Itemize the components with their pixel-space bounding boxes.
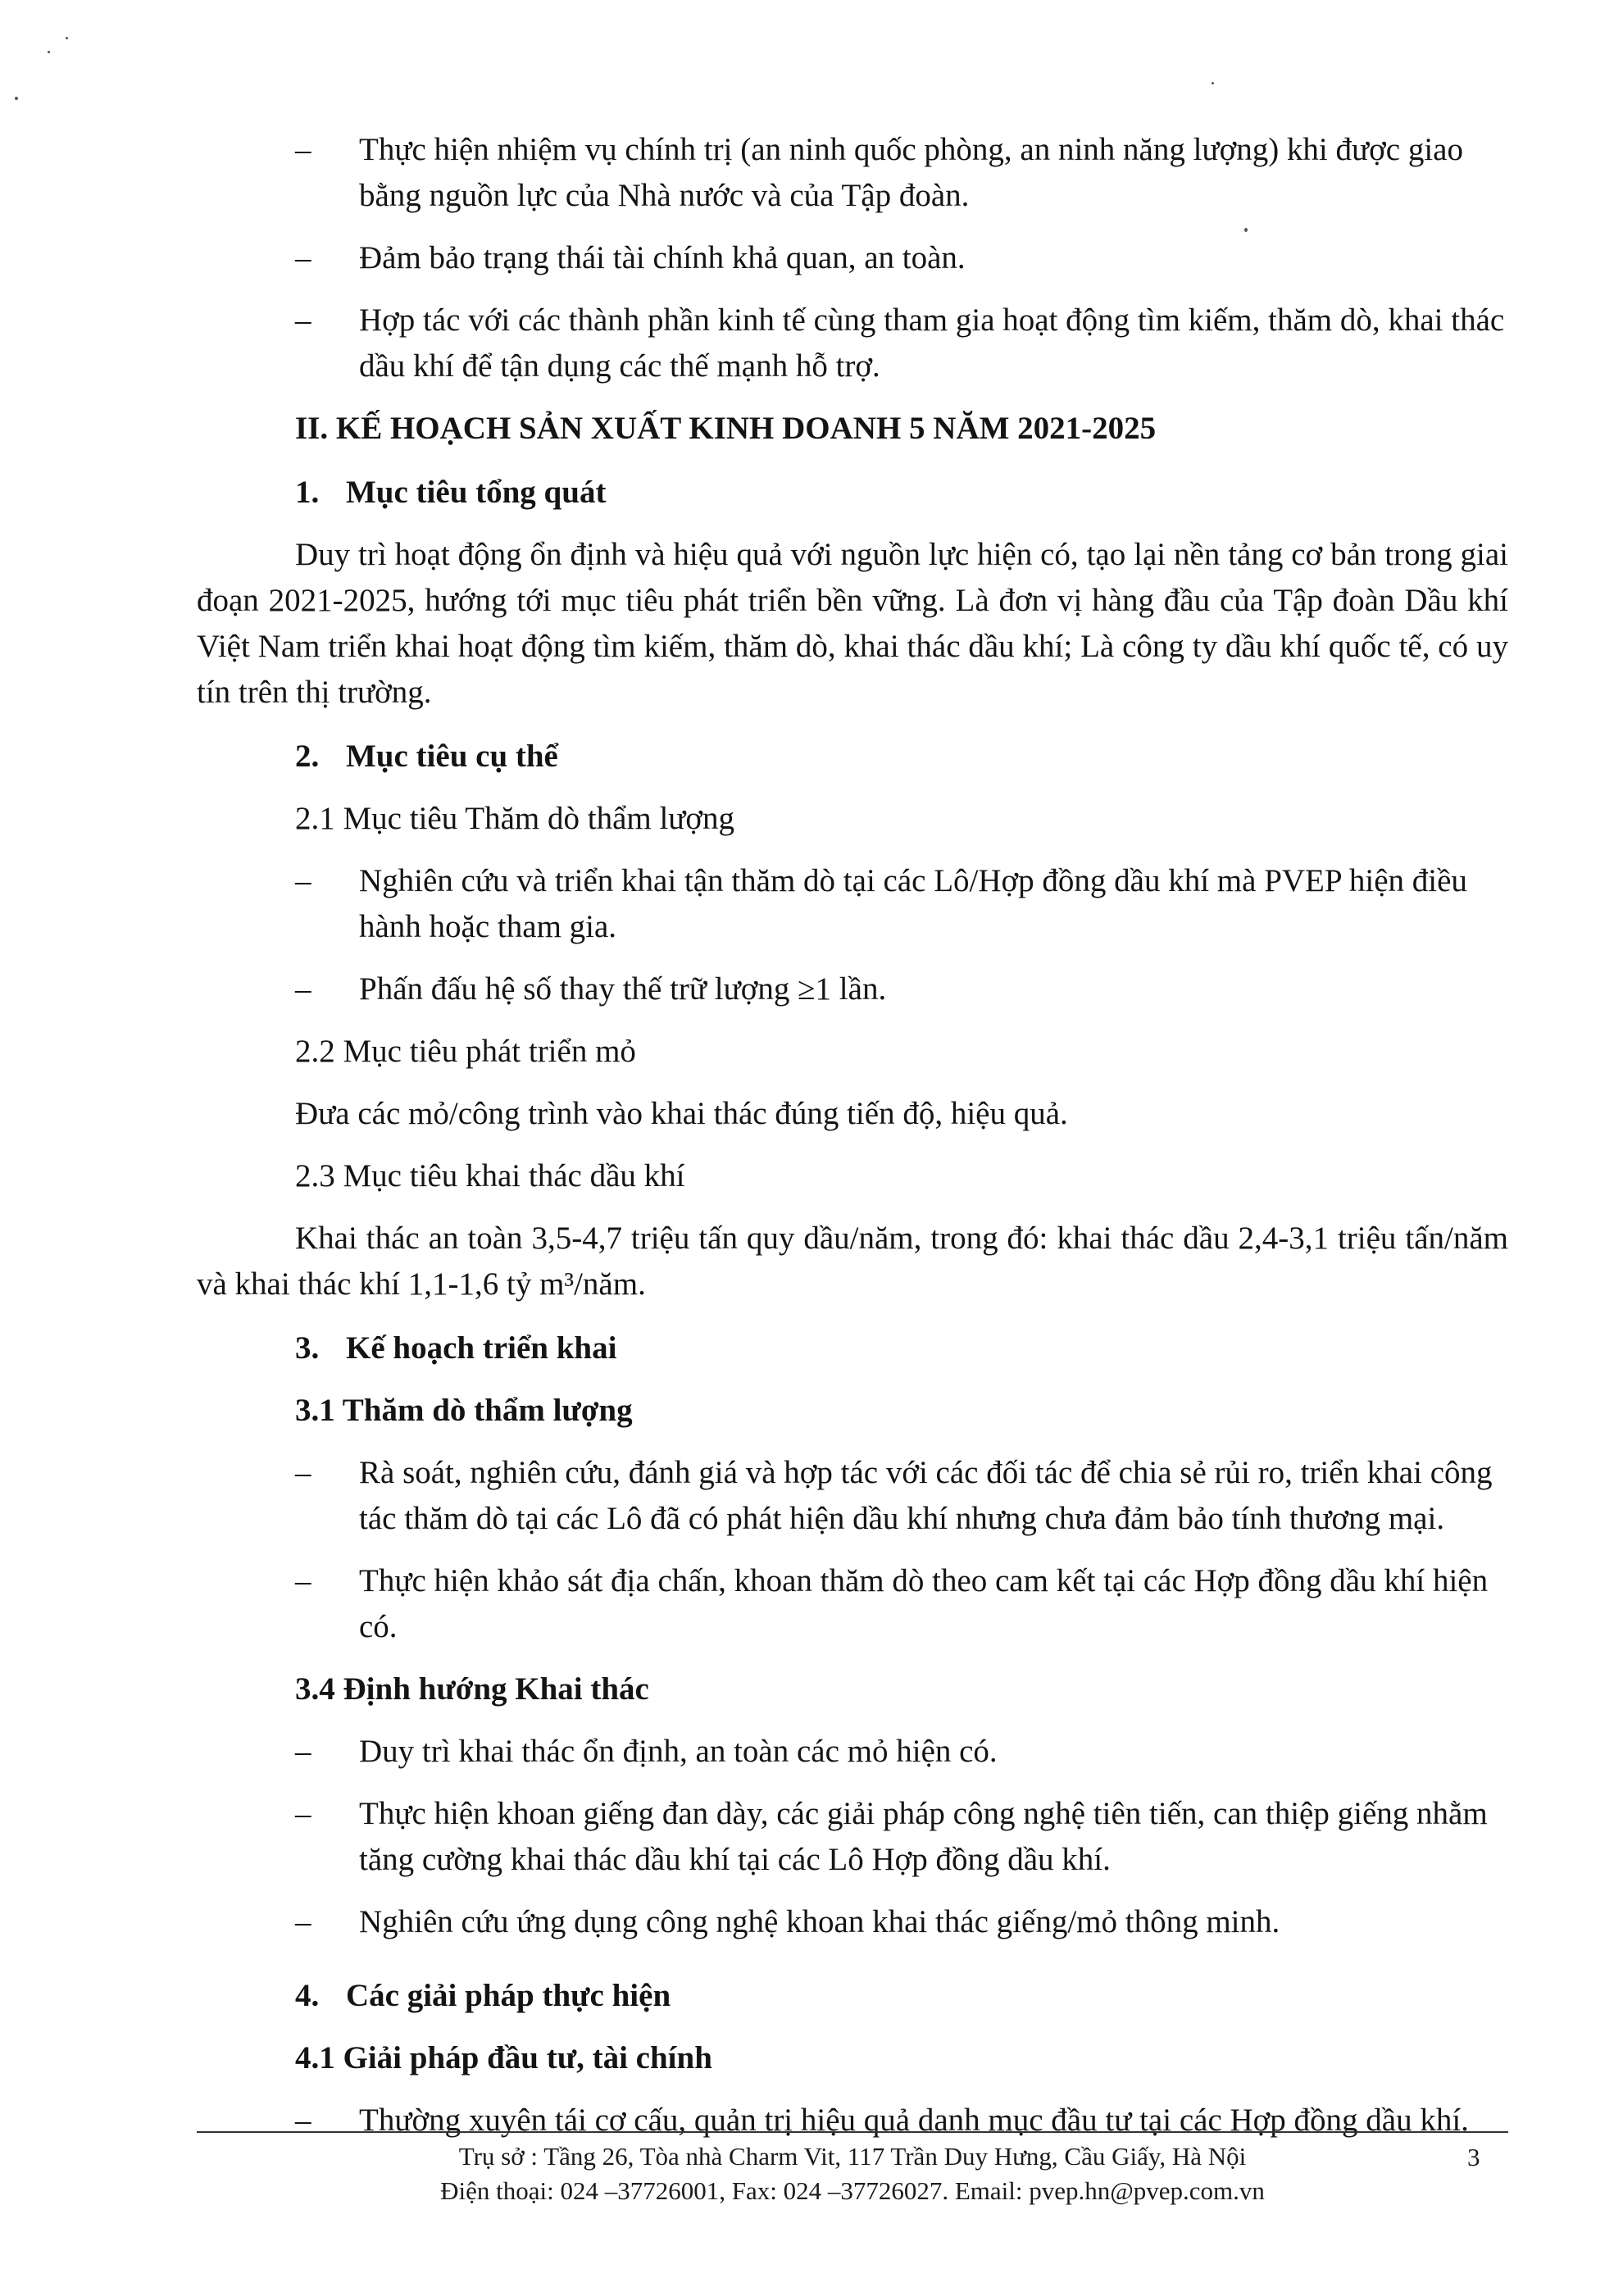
bullet-text: Thực hiện nhiệm vụ chính trị (an ninh quốc phòng, an ninh năng lượng) khi được giao bằng nguồn lực của Nhà nước và của Tập đoàn. — [359, 132, 1463, 213]
document-body — [197, 127, 1508, 2160]
bullet-text: Thường xuyên tái cơ cấu, quản trị hiệu quả danh mục đầu tư tại các Hợp đồng dầu khí. — [359, 2103, 1469, 2138]
subsection-heading — [295, 1666, 1508, 1712]
section-heading — [295, 406, 1508, 452]
bullet-item — [295, 1729, 1508, 1775]
heading-text: Kế hoạch triển khai — [346, 1330, 617, 1366]
bullet-item — [295, 2098, 1508, 2144]
scan-speck — [48, 51, 50, 53]
dash-marker: – — [295, 1796, 311, 1831]
scan-speck — [66, 37, 68, 39]
dash-marker: – — [295, 1904, 311, 1939]
heading-number: 1. — [295, 475, 320, 510]
subsection-heading — [295, 1388, 1508, 1434]
bullet-text: Hợp tác với các thành phần kinh tế cùng tham gia hoạt động tìm kiếm, thăm dò, khai thác dầu khí để tận dụng các thế mạnh hỗ trợ. — [359, 302, 1505, 384]
text-line: Đưa các mỏ/công trình vào khai thác đúng tiến độ, hiệu quả. — [295, 1096, 1068, 1131]
bullet-text: Phấn đấu hệ số thay thế trữ lượng ≥1 lần. — [359, 971, 887, 1007]
bullet-item — [295, 1899, 1508, 1945]
bullet-item — [295, 298, 1508, 389]
heading-number: 2. — [295, 739, 320, 774]
subsection-heading — [295, 2035, 1508, 2081]
page-footer — [197, 2139, 1508, 2208]
subsection-heading — [295, 1325, 1508, 1371]
scan-speck — [1212, 82, 1214, 84]
paragraph: Duy trì hoạt động ổn định và hiệu quả với nguồn lực hiện có, tạo lại nền tảng cơ bản trong giai đoạn 2021-2025, hướng tới mục tiêu phát triển bền vững. Là đơn vị hàng đầu của Tập đoàn Dầu khí Việt Nam triển khai hoạt động tìm kiếm, thăm dò, khai thác dầu khí; Là công ty dầu khí quốc tế, có uy tín trên thị trường. — [197, 537, 1508, 710]
heading-text: II. KẾ HOẠCH SẢN XUẤT KINH DOANH 5 NĂM 2021-2025 — [295, 411, 1157, 446]
bullet-item — [295, 858, 1508, 950]
bullet-text: Đảm bảo trạng thái tài chính khả quan, an toàn. — [359, 240, 966, 275]
dash-marker: – — [295, 971, 311, 1007]
bullet-text: Rà soát, nghiên cứu, đánh giá và hợp tác với các đối tác để chia sẻ rủi ro, triển khai công tác thăm dò tại các Lô đã có phát hiện dầu khí nhưng chưa đảm bảo tính thương mại. — [359, 1455, 1493, 1536]
bullet-text: Thực hiện khoan giếng đan dày, các giải pháp công nghệ tiên tiến, can thiệp giếng nhằm tăng cường khai thác dầu khí tại các Lô Hợp đồng dầu khí. — [359, 1796, 1488, 1877]
subheading: 2.1 Mục tiêu Thăm dò thẩm lượng — [295, 801, 735, 836]
footer-contact: Điện thoại: 024 –37726001, Fax: 024 –37726027. Email: pvep.hn@pvep.com.vn — [440, 2176, 1265, 2205]
dash-marker: – — [295, 863, 311, 898]
subsection-heading — [295, 734, 1508, 780]
bullet-item — [295, 1450, 1508, 1542]
bullet-item — [295, 1791, 1508, 1883]
dash-marker: – — [295, 302, 311, 338]
heading-text: Mục tiêu cụ thể — [346, 739, 558, 774]
footer-address: Trụ sở : Tầng 26, Tòa nhà Charm Vit, 117 Trần Duy Hưng, Cầu Giấy, Hà Nội — [458, 2142, 1247, 2171]
heading-text: Các giải pháp thực hiện — [346, 1978, 671, 2013]
subheading: 2.2 Mục tiêu phát triển mỏ — [295, 1034, 636, 1069]
footer-divider — [197, 2131, 1508, 2133]
bullet-text: Thực hiện khảo sát địa chấn, khoan thăm dò theo cam kết tại các Hợp đồng dầu khí hiện có. — [359, 1563, 1489, 1644]
heading-text: Mục tiêu tổng quát — [346, 475, 607, 510]
page-number: 3 — [1467, 2143, 1480, 2171]
bullet-text: Nghiên cứu ứng dụng công nghệ khoan khai thác giếng/mỏ thông minh. — [359, 1904, 1280, 1939]
bullet-item — [295, 1558, 1508, 1650]
heading-number: 3. — [295, 1330, 320, 1366]
dash-marker: – — [295, 132, 311, 167]
subsection-heading — [295, 470, 1508, 516]
scan-speck — [15, 97, 18, 100]
bullet-item — [295, 235, 1508, 281]
heading-text: 3.4 Định hướng Khai thác — [295, 1671, 649, 1707]
dash-marker: – — [295, 1455, 311, 1490]
paragraph: Khai thác an toàn 3,5-4,7 triệu tấn quy dầu/năm, trong đó: khai thác dầu 2,4-3,1 triệu tấn/năm và khai thác khí 1,1-1,6 tỷ m³/năm. — [197, 1221, 1508, 1302]
bullet-item — [295, 966, 1508, 1012]
heading-text: 4.1 Giải pháp đầu tư, tài chính — [295, 2040, 712, 2075]
dash-marker: – — [295, 2103, 311, 2138]
subheading: 2.3 Mục tiêu khai thác dầu khí — [295, 1158, 685, 1193]
heading-number: 4. — [295, 1978, 320, 2013]
bullet-text: Nghiên cứu và triển khai tận thăm dò tại các Lô/Hợp đồng dầu khí mà PVEP hiện điều hành hoặc tham gia. — [359, 863, 1467, 944]
bullet-text: Duy trì khai thác ổn định, an toàn các mỏ hiện có. — [359, 1734, 998, 1769]
dash-marker: – — [295, 240, 311, 275]
bullet-item — [295, 127, 1508, 219]
heading-text: 3.1 Thăm dò thẩm lượng — [295, 1393, 633, 1428]
dash-marker: – — [295, 1734, 311, 1769]
dash-marker: – — [295, 1563, 311, 1598]
subsection-heading — [295, 1973, 1508, 2019]
